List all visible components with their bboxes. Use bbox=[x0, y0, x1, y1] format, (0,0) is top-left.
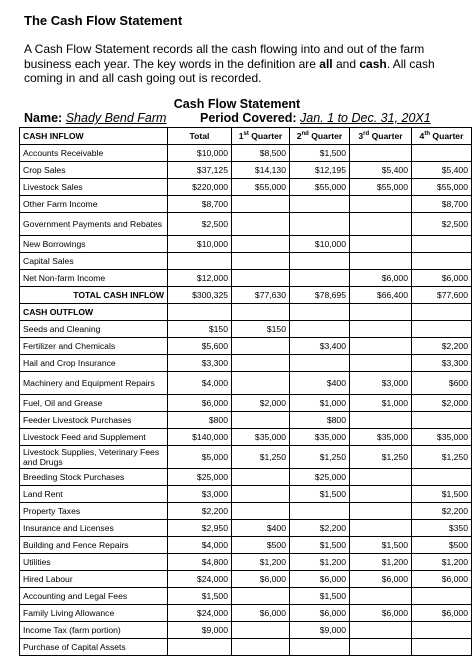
empty-cell bbox=[350, 304, 412, 321]
cell-q2 bbox=[290, 270, 350, 287]
cell-q1 bbox=[232, 469, 290, 486]
cell-q1 bbox=[232, 338, 290, 355]
cell-q1 bbox=[232, 213, 290, 236]
cell-q2: $1,500 bbox=[290, 588, 350, 605]
cell-q3 bbox=[350, 321, 412, 338]
cell-q4: $2,200 bbox=[412, 503, 472, 520]
cell-q2 bbox=[290, 253, 350, 270]
cell-q2: $6,000 bbox=[290, 605, 350, 622]
cell-q2: $12,195 bbox=[290, 162, 350, 179]
cell-q2 bbox=[290, 321, 350, 338]
cell-q1: $150 bbox=[232, 321, 290, 338]
column-header-q4: 4th Quarter bbox=[412, 128, 472, 145]
period-value: Jan. 1 to Dec. 31, 20X1 bbox=[300, 111, 431, 125]
cell-q2: $1,500 bbox=[290, 145, 350, 162]
cell-total: $4,800 bbox=[168, 554, 232, 571]
table-row bbox=[20, 355, 472, 372]
cell-q1 bbox=[232, 372, 290, 395]
table-row bbox=[20, 554, 472, 571]
cell-q3 bbox=[350, 236, 412, 253]
sheet-title: Cash Flow Statement bbox=[173, 97, 301, 111]
table-header-row bbox=[20, 128, 472, 145]
cell-q3: $6,000 bbox=[350, 571, 412, 588]
table-row bbox=[20, 412, 472, 429]
row-label: Income Tax (farm portion) bbox=[20, 622, 168, 639]
cell-q4 bbox=[412, 145, 472, 162]
cell-q2: $1,000 bbox=[290, 395, 350, 412]
cell-q2: $35,000 bbox=[290, 429, 350, 446]
cell-q1 bbox=[232, 503, 290, 520]
cell-q1: $400 bbox=[232, 520, 290, 537]
cell-q4: $3,300 bbox=[412, 355, 472, 372]
table-row bbox=[20, 162, 472, 179]
table-row bbox=[20, 236, 472, 253]
keyword-cash: cash bbox=[359, 56, 387, 71]
total-total: $300,325 bbox=[168, 287, 232, 304]
row-label: Machinery and Equipment Repairs bbox=[20, 372, 168, 395]
cell-total bbox=[168, 253, 232, 270]
cell-q1 bbox=[232, 639, 290, 656]
cell-q4: $2,200 bbox=[412, 338, 472, 355]
cell-total: $10,000 bbox=[168, 145, 232, 162]
cell-q3 bbox=[350, 486, 412, 503]
cell-q1 bbox=[232, 486, 290, 503]
cell-q1 bbox=[232, 236, 290, 253]
cell-q4 bbox=[412, 321, 472, 338]
cell-q2: $55,000 bbox=[290, 179, 350, 196]
cell-q2: $400 bbox=[290, 372, 350, 395]
table-row bbox=[20, 213, 472, 236]
cell-q3 bbox=[350, 503, 412, 520]
cell-total: $800 bbox=[168, 412, 232, 429]
cell-q2: $9,000 bbox=[290, 622, 350, 639]
section-header-inflow: CASH INFLOW bbox=[20, 128, 168, 145]
cell-q4: $1,500 bbox=[412, 486, 472, 503]
cell-total: $6,000 bbox=[168, 395, 232, 412]
cell-total: $4,000 bbox=[168, 537, 232, 554]
cell-q3: $1,000 bbox=[350, 395, 412, 412]
cell-total: $2,200 bbox=[168, 503, 232, 520]
cell-total: $4,000 bbox=[168, 372, 232, 395]
cell-q2 bbox=[290, 355, 350, 372]
table-row bbox=[20, 253, 472, 270]
cell-q2: $1,250 bbox=[290, 446, 350, 469]
cell-q4 bbox=[412, 469, 472, 486]
cell-q3: $1,200 bbox=[350, 554, 412, 571]
cell-q2: $1,200 bbox=[290, 554, 350, 571]
cell-q3 bbox=[350, 213, 412, 236]
keyword-all: all bbox=[319, 56, 333, 71]
row-label: Seeds and Cleaning bbox=[20, 321, 168, 338]
cell-q4 bbox=[412, 412, 472, 429]
cell-q3 bbox=[350, 469, 412, 486]
cell-q4: $5,400 bbox=[412, 162, 472, 179]
intro-paragraph: A Cash Flow Statement records all the cash flowing into and out of the farm business each year. The key words in the definition are all and cash. All cash coming in and all cash going out is recorded. bbox=[24, 42, 435, 85]
row-label: Land Rent bbox=[20, 486, 168, 503]
total-label: TOTAL CASH INFLOW bbox=[20, 287, 168, 304]
table-row bbox=[20, 446, 472, 469]
table-row bbox=[20, 622, 472, 639]
table-row bbox=[20, 486, 472, 503]
cell-q2: $25,000 bbox=[290, 469, 350, 486]
empty-cell bbox=[168, 304, 232, 321]
cell-q1: $55,000 bbox=[232, 179, 290, 196]
row-label: Other Farm Income bbox=[20, 196, 168, 213]
cell-q1: $8,500 bbox=[232, 145, 290, 162]
outflow-header-row bbox=[20, 304, 472, 321]
row-label: New Borrowings bbox=[20, 236, 168, 253]
name-period-row bbox=[24, 111, 454, 125]
cell-q4: $2,500 bbox=[412, 213, 472, 236]
row-label: Government Payments and Rebates bbox=[20, 213, 168, 236]
cell-q4: $1,200 bbox=[412, 554, 472, 571]
row-label: Net Non-farm Income bbox=[20, 270, 168, 287]
table-row bbox=[20, 395, 472, 412]
cell-q1 bbox=[232, 270, 290, 287]
table-row bbox=[20, 639, 472, 656]
cell-total: $10,000 bbox=[168, 236, 232, 253]
row-label: Crop Sales bbox=[20, 162, 168, 179]
row-label: Livestock Supplies, Veterinary Fees and Drugs bbox=[20, 446, 168, 469]
period-label: Period Covered: bbox=[200, 111, 297, 125]
cell-q2 bbox=[290, 213, 350, 236]
cell-q4: $35,000 bbox=[412, 429, 472, 446]
cell-q4: $6,000 bbox=[412, 605, 472, 622]
cell-q1 bbox=[232, 355, 290, 372]
cell-q3 bbox=[350, 520, 412, 537]
table-row bbox=[20, 321, 472, 338]
cell-q3: $6,000 bbox=[350, 605, 412, 622]
cell-q2: $1,500 bbox=[290, 537, 350, 554]
row-label: Building and Fence Repairs bbox=[20, 537, 168, 554]
row-label: Feeder Livestock Purchases bbox=[20, 412, 168, 429]
total-q3: $66,400 bbox=[350, 287, 412, 304]
cell-total: $5,000 bbox=[168, 446, 232, 469]
row-label: Accounts Receivable bbox=[20, 145, 168, 162]
row-label: Breeding Stock Purchases bbox=[20, 469, 168, 486]
cell-q2: $3,400 bbox=[290, 338, 350, 355]
cell-total: $3,300 bbox=[168, 355, 232, 372]
cell-q4: $8,700 bbox=[412, 196, 472, 213]
cell-q2 bbox=[290, 503, 350, 520]
cell-q4 bbox=[412, 588, 472, 605]
table-row bbox=[20, 338, 472, 355]
cell-q1: $1,200 bbox=[232, 554, 290, 571]
cell-total: $37,125 bbox=[168, 162, 232, 179]
cell-q3: $1,250 bbox=[350, 446, 412, 469]
cell-q4 bbox=[412, 253, 472, 270]
cell-total bbox=[168, 639, 232, 656]
cell-q4 bbox=[412, 622, 472, 639]
cell-q3 bbox=[350, 355, 412, 372]
cell-q4: $350 bbox=[412, 520, 472, 537]
cell-q2 bbox=[290, 639, 350, 656]
cell-q4: $600 bbox=[412, 372, 472, 395]
cell-q4: $1,250 bbox=[412, 446, 472, 469]
cell-q1: $2,000 bbox=[232, 395, 290, 412]
cell-q3 bbox=[350, 253, 412, 270]
cell-q2: $6,000 bbox=[290, 571, 350, 588]
row-label: Purchase of Capital Assets bbox=[20, 639, 168, 656]
cell-q3: $5,400 bbox=[350, 162, 412, 179]
total-cash-inflow-row bbox=[20, 287, 472, 304]
table-row bbox=[20, 429, 472, 446]
cell-q3: $3,000 bbox=[350, 372, 412, 395]
section-header-outflow: CASH OUTFLOW bbox=[20, 304, 168, 321]
cell-total: $1,500 bbox=[168, 588, 232, 605]
column-header-q1: 1st Quarter bbox=[232, 128, 290, 145]
cell-q2 bbox=[290, 196, 350, 213]
farm-name: Shady Bend Farm bbox=[65, 111, 167, 125]
cell-q3 bbox=[350, 622, 412, 639]
cell-q3 bbox=[350, 588, 412, 605]
column-header-q3: 3rd Quarter bbox=[350, 128, 412, 145]
row-label: Property Taxes bbox=[20, 503, 168, 520]
empty-cell bbox=[412, 304, 472, 321]
table-row bbox=[20, 537, 472, 554]
cell-q4: $6,000 bbox=[412, 571, 472, 588]
cell-q1: $1,250 bbox=[232, 446, 290, 469]
period-covered bbox=[200, 111, 431, 125]
cell-q1: $6,000 bbox=[232, 571, 290, 588]
cell-total: $24,000 bbox=[168, 605, 232, 622]
cell-q2: $1,500 bbox=[290, 486, 350, 503]
row-label: Livestock Sales bbox=[20, 179, 168, 196]
table-row bbox=[20, 588, 472, 605]
row-label: Hail and Crop Insurance bbox=[20, 355, 168, 372]
total-q2: $78,695 bbox=[290, 287, 350, 304]
row-label: Fertilizer and Chemicals bbox=[20, 338, 168, 355]
column-header-total: Total bbox=[168, 128, 232, 145]
cell-q4 bbox=[412, 236, 472, 253]
column-header-q2: 2nd Quarter bbox=[290, 128, 350, 145]
cell-q4: $500 bbox=[412, 537, 472, 554]
table-row bbox=[20, 605, 472, 622]
cash-flow-table bbox=[19, 127, 472, 656]
cell-total: $150 bbox=[168, 321, 232, 338]
table-row bbox=[20, 503, 472, 520]
cell-q3 bbox=[350, 412, 412, 429]
cell-q3: $1,500 bbox=[350, 537, 412, 554]
row-label: Insurance and Licenses bbox=[20, 520, 168, 537]
cell-q1: $6,000 bbox=[232, 605, 290, 622]
table-row bbox=[20, 145, 472, 162]
row-label: Capital Sales bbox=[20, 253, 168, 270]
cell-q4 bbox=[412, 639, 472, 656]
row-label: Family Living Allowance bbox=[20, 605, 168, 622]
cell-q3 bbox=[350, 639, 412, 656]
cell-total: $2,950 bbox=[168, 520, 232, 537]
cell-q2: $10,000 bbox=[290, 236, 350, 253]
row-label: Accounting and Legal Fees bbox=[20, 588, 168, 605]
page-title: The Cash Flow Statement bbox=[24, 13, 183, 28]
cell-q1 bbox=[232, 622, 290, 639]
cell-q1: $500 bbox=[232, 537, 290, 554]
cell-q4: $2,000 bbox=[412, 395, 472, 412]
cell-q1 bbox=[232, 253, 290, 270]
row-label: Fuel, Oil and Grease bbox=[20, 395, 168, 412]
table-row bbox=[20, 179, 472, 196]
cell-total: $140,000 bbox=[168, 429, 232, 446]
cell-q1 bbox=[232, 588, 290, 605]
cell-total: $220,000 bbox=[168, 179, 232, 196]
cell-total: $3,000 bbox=[168, 486, 232, 503]
cell-q2: $800 bbox=[290, 412, 350, 429]
total-q4: $77,600 bbox=[412, 287, 472, 304]
cell-q3 bbox=[350, 196, 412, 213]
table-row bbox=[20, 196, 472, 213]
row-label: Utilities bbox=[20, 554, 168, 571]
table-row bbox=[20, 520, 472, 537]
cell-total: $12,000 bbox=[168, 270, 232, 287]
cell-q4: $6,000 bbox=[412, 270, 472, 287]
table-row bbox=[20, 270, 472, 287]
cell-total: $9,000 bbox=[168, 622, 232, 639]
cell-total: $24,000 bbox=[168, 571, 232, 588]
table-row bbox=[20, 469, 472, 486]
cell-q3 bbox=[350, 338, 412, 355]
cell-q4: $55,000 bbox=[412, 179, 472, 196]
table-row bbox=[20, 372, 472, 395]
cell-q1: $14,130 bbox=[232, 162, 290, 179]
cell-q3 bbox=[350, 145, 412, 162]
empty-cell bbox=[290, 304, 350, 321]
cell-total: $2,500 bbox=[168, 213, 232, 236]
cell-q1: $35,000 bbox=[232, 429, 290, 446]
cell-total: $5,600 bbox=[168, 338, 232, 355]
total-q1: $77,630 bbox=[232, 287, 290, 304]
cell-total: $25,000 bbox=[168, 469, 232, 486]
table-row bbox=[20, 571, 472, 588]
name-label: Name: bbox=[24, 111, 63, 125]
row-label: Livestock Feed and Supplement bbox=[20, 429, 168, 446]
cell-q2: $2,200 bbox=[290, 520, 350, 537]
empty-cell bbox=[232, 304, 290, 321]
cell-q3: $35,000 bbox=[350, 429, 412, 446]
cell-q1 bbox=[232, 196, 290, 213]
cell-q1 bbox=[232, 412, 290, 429]
cell-total: $8,700 bbox=[168, 196, 232, 213]
cell-q3: $6,000 bbox=[350, 270, 412, 287]
row-label: Hired Labour bbox=[20, 571, 168, 588]
cell-q3: $55,000 bbox=[350, 179, 412, 196]
